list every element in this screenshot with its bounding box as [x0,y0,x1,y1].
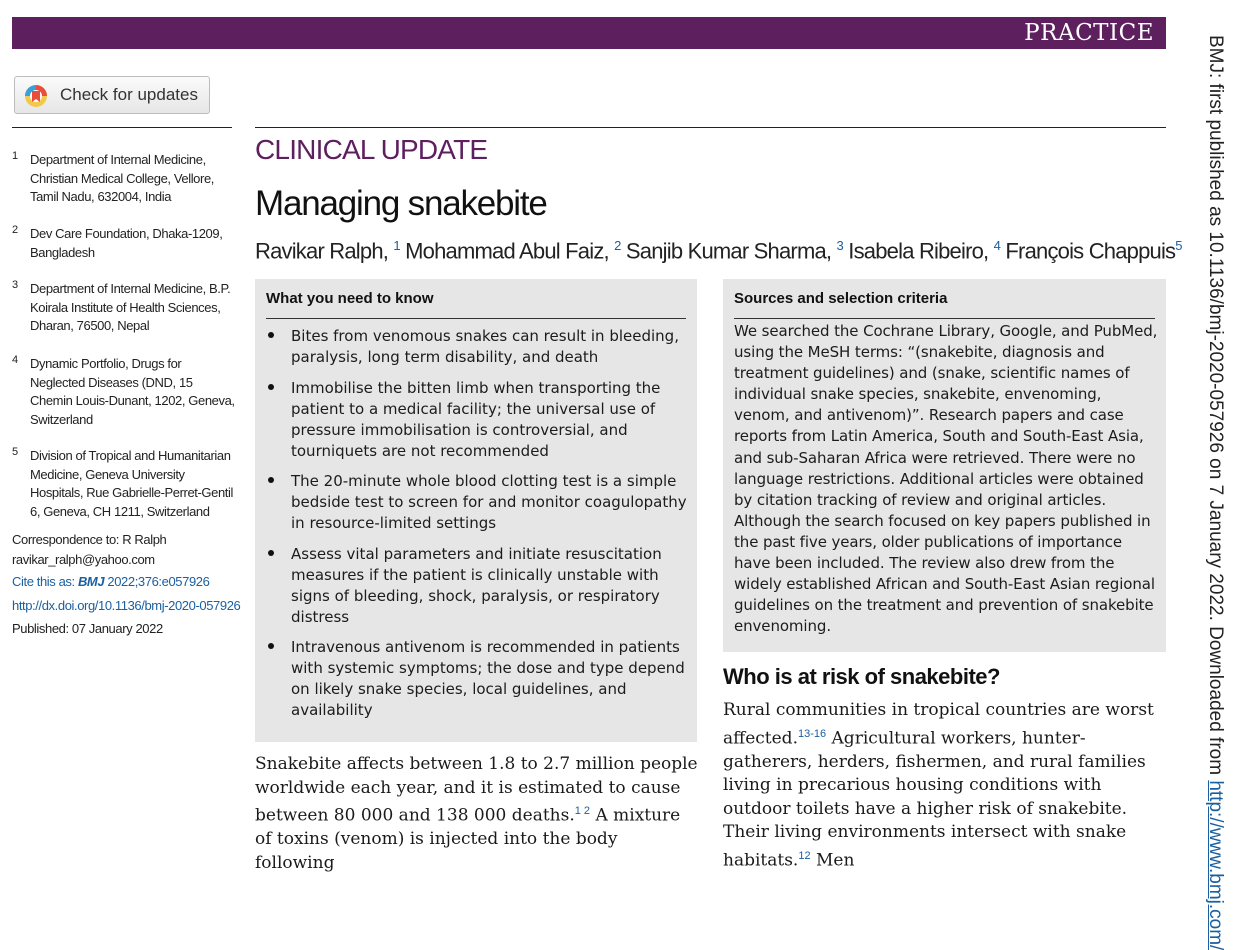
list-item: Assess vital parameters and initiate resuscitation measures if the patient is clinically unstable with signs of bleeding, shock, paralysis, or respiratory distress [266,544,688,628]
list-item: The 20-minute whole blood clotting test is a simple bedside test to screen for and monitor coagulopathy in resource-limited settings [266,471,688,534]
vertical-margin-note: BMJ: first published as 10.1136/bmj-2020-057926 on 7 January 2022. Downloaded from http://www.bmj.com/ [1205,35,1226,950]
doi-link[interactable]: http://dx.doi.org/10.1136/bmj-2020-057926 [12,598,241,613]
citation: Cite this as: BMJ 2022;376:e057926 [12,574,210,589]
affiliation: 5 Division of Tropical and Humanitarian Medicine, Geneva University Hospitals, Rue Gabrielle-Perret-Gentil 6, Geneva, CH 1211, Switzerland [12,446,233,519]
section-banner [12,17,1166,49]
author-ref[interactable]: 2 [614,238,621,253]
ref-link[interactable]: 13-16 [797,727,827,740]
email-link[interactable]: ravikar_ralph@yahoo.com [12,552,155,567]
body-paragraph: Snakebite affects between 1.8 to 2.7 million people worldwide each year, and it is estimated to cause between 80 000 and 138 000 deaths.$^{1 2}$ A mixture of toxins (venom) is injected into the body following [255,754,698,873]
sidebar-rule [12,127,232,128]
box-rule [266,318,686,319]
header-rule [255,127,1166,128]
what-you-need-to-know-box [255,279,697,742]
body-paragraph: Rural communities in tropical countries are worst affected.$^{13-16}$ Agricultural workers, hunter-gatherers, herders, fishermen, and rural families living in precarious housing conditions with outdoor toilets have a higher risk of snakebite. Their living environments intersect with snake habitats.$^{12}$ Men [723,700,1154,871]
check-updates-icon [24,84,48,108]
ref-link[interactable]: 12 [798,849,811,862]
check-for-updates-button[interactable] [14,76,210,114]
article-type: CLINICAL UPDATE [255,134,488,165]
article-title: Managing snakebite [255,184,547,223]
banner-label: PRACTICE [1024,20,1154,46]
check-updates-label: Check for updates [60,85,198,104]
list-item: Intravenous antivenom is recommended in patients with systemic symptoms; the dose and type depend on likely snake species, local guidelines, and availability [266,637,688,721]
site-link[interactable]: http://www.bmj.com/ [1205,780,1226,950]
published-date: Published: 07 January 2022 [12,621,163,636]
author-ref[interactable]: 4 [993,238,1001,253]
author-ref[interactable]: 5 [1175,238,1182,253]
box-heading: What you need to know [266,290,434,307]
box-heading: Sources and selection criteria [734,290,948,307]
affiliation: 4 Dynamic Portfolio, Drugs for Neglected Diseases (DND, 15 Chemin Louis-Dunant, 1202, Geneva, Switzerland [12,354,235,427]
affiliation: 2 Dev Care Foundation, Dhaka-1209, Bangladesh [12,224,223,260]
author-list: Ravikar Ralph, $^1$ Mohammad Abul Faiz, $^2$ Sanjib Kumar Sharma, $^3$ Isabela Ribeiro, $^4$ François Chappuis$^5$ [255,238,1182,264]
author-ref[interactable]: 1 [393,238,400,253]
sources-text: We searched the Cochrane Library, Google, and PubMed, using the MeSH terms: “(snakebite, diagnosis and treatment guidelines) and (snake, scientific names of individual snake species, snakebite, envenoming, venom, and antivenom)”. Research papers and case reports from Latin America, South and South-East Asia, and sub-Saharan Africa were retrieved. There were no language restrictions. Additional articles were obtained by citation tracking of review and original articles. Although the search focused on key papers published in the past five years, older publications of importance have been included. The review also drew from the widely established African and South-East Asian regional guidelines on the treatment and prevention of snakebite envenoming. [734,322,1158,636]
correspondence: Correspondence to: R Ralph [12,532,167,547]
list-item: Bites from venomous snakes can result in bleeding, paralysis, long term disability, and death [266,326,688,368]
affiliation: 1 Department of Internal Medicine, Christian Medical College, Vellore, Tamil Nadu, 632004, India [12,150,214,204]
ref-link[interactable]: 1 2 [574,805,591,817]
sources-box [723,279,1166,652]
list-item: Immobilise the bitten limb when transporting the patient to a medical facility; the universal use of pressure immobilisation is controversial, and tourniquets are not recommended [266,378,688,462]
affiliation: 3 Department of Internal Medicine, B.P. Koirala Institute of Health Sciences, Dharan, 76500, Nepal [12,279,231,333]
author-ref[interactable]: 3 [836,238,843,253]
box-rule [734,318,1155,319]
key-points-list [266,326,688,731]
section-heading: Who is at risk of snakebite? [723,664,1000,689]
